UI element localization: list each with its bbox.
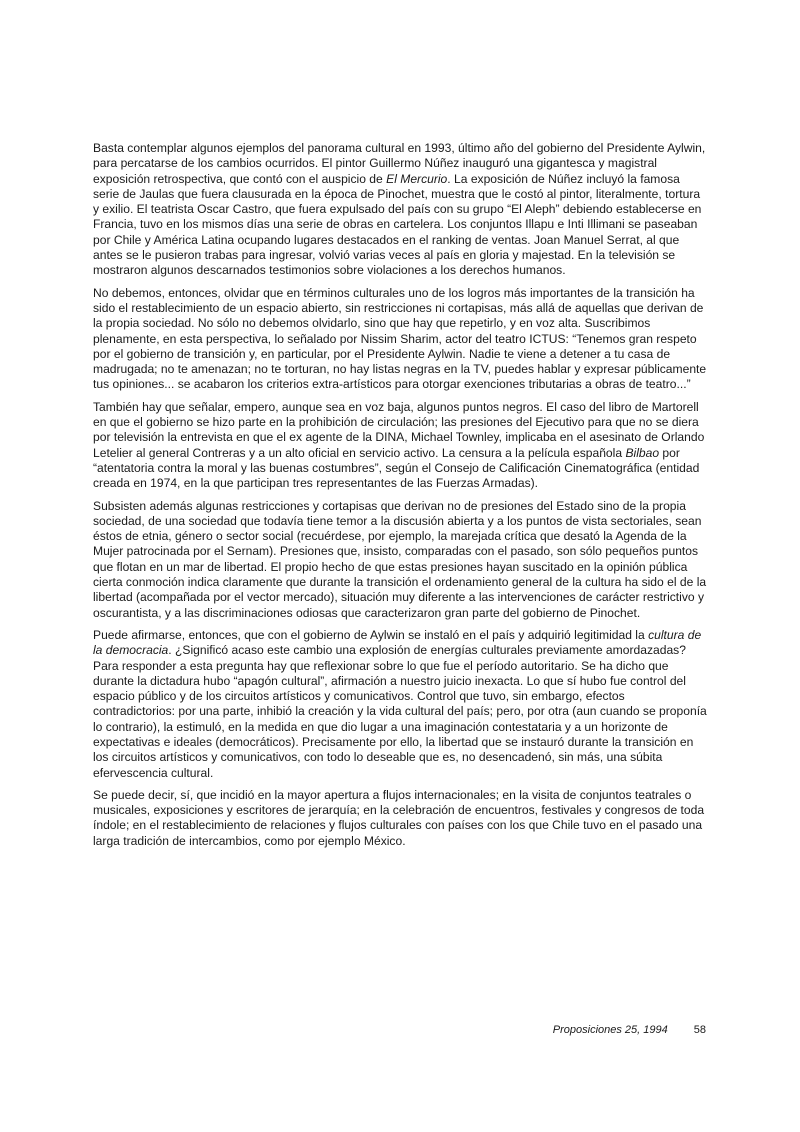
page-footer [553, 1024, 706, 1036]
paragraph [93, 286, 708, 393]
journal-citation: Proposiciones 25, 1994 [552, 1024, 668, 1036]
paragraph [93, 141, 708, 279]
text-run: . ¿Significó acaso este cambio una explosión de energías culturales previamente amordazadas? Para responder a esta pregunta hay que reflexionar sobre lo que fue el período autoritario. Se ha dicho que durante la dictadura hubo “apagón cultural”, afirmación a nuestro juicio inexacta. Lo que sí hubo fue control del espacio público y de los circuitos artísticos y comunicativos. Control que tuvo, sin embargo, efectos contradictorios: por una parte, inhibió la creación y la vida cultural del país; pero, por otra (aun cuando se proponía lo contrario), la estimuló, en la medida en que dio lugar a una imaginación contestataria y a un horizonte de expectativas e ideales (democráticos). Precisamente por ello, la libertad que se instauró durante la transición en los circuitos artísticos y comunicativos, con todo lo deseable que es, no desencadenó, sin más, una súbita efervescencia cultural. [93, 643, 707, 780]
italic-run: Bilbao [625, 445, 660, 460]
text-run: No debemos, entonces, olvidar que en términos culturales uno de los logros más importantes de la transición ha sido el restablecimiento de un espacio abierto, sin restricciones ni cortapisas, más allá de aquellas que derivan de la propia sociedad. No sólo no debemos olvidarlo, sino que hay que repetirlo, y en voz alta. Suscribimos plenamente, en esta perspectiva, lo señalado por Nissim Sharim, actor del teatro ICTUS: “Tenemos gran respeto por el gobierno de transición y, en particular, por el Presidente Aylwin. Nadie te viene a detener a tu casa de madrugada; no te amenazan; no te torturan, no hay listas negras en la TV, puedes hablar y expresar públicamente tus opiniones... se acabaron los criterios extra-artísticos para otorgar exenciones tributarias a obras de teatro...” [93, 285, 707, 392]
paragraph [93, 788, 708, 849]
text-run: Subsisten además algunas restricciones y cortapisas que derivan no de presiones del Estado sino de la propia sociedad, de una sociedad que todavía tiene temor a la discusión abierta y a los puntos de vista sectoriales, sean éstos de etnia, género o sector social (recuérdese, por ejemplo, la marejada crítica que desató la Agenda de la Mujer patrocinada por el Sernam). Presiones que, insisto, comparadas con el pasado, son sólo pequeños puntos que flotan en un mar de libertad. El propio hecho de que estas presiones hayan suscitado en la opinión pública cierta conmoción indica claramente que durante la transición el ordenamiento general de la cultura ha sido el de la libertad (acompañada por el vector mercado), situación muy diferente a las intervenciones de carácter restrictivo y oscurantista, y a las discriminaciones odiosas que caracterizaron gran parte del gobierno de Pinochet. [93, 498, 707, 620]
paragraph [93, 628, 708, 781]
text-run: Basta contemplar algunos ejemplos del panorama cultural en 1993, último año del gobierno del Presidente Aylwin, para percatarse de los cambios ocurridos. El pintor Guillermo Núñez inauguró una gigantesca y magistral exposición retrospectiva, que contó con el auspicio de [93, 141, 706, 186]
italic-run: cultura de la democracia [93, 627, 702, 658]
paragraph [93, 499, 708, 621]
text-run: . La exposición de Núñez incluyó la famosa serie de Jaulas que fuera clausurada en la época de Pinochet, muestra que le costó al pintor, literalmente, tortura y exilio. El teatrista Oscar Castro, que fuera expulsado del país con su grupo “El Aleph” debiendo establecerse en Francia, tuvo en los mismos días una serie de obras en cartelera. Los conjuntos Illapu e Inti Illimani se paseaban por Chile y América Latina ocupando lugares destacados en el ranking de ventas. Joan Manuel Serrat, al que antes se le pusieron trabas para ingresar, volvió varias veces al país en gloria y majestad. En la televisión se mostraron algunos descarnados testimonios sobre violaciones a los derechos humanos. [93, 171, 702, 278]
paragraph [93, 400, 708, 492]
body-text [93, 141, 708, 856]
italic-run: El Mercurio [386, 171, 448, 186]
text-run: Se puede decir, sí, que incidió en la mayor apertura a flujos internacionales; en la visita de conjuntos teatrales o musicales, exposiciones y escritores de jerarquía; en la celebración de encuentros, festivales y congresos de toda índole; en el restablecimiento de relaciones y flujos culturales con países con los que Chile tuvo en el pasado una larga tradición de intercambios, como por ejemplo México. [93, 787, 705, 848]
text-run: por “atentatoria contra la moral y las buenas costumbres”, según el Consejo de Calificación Cinematográfica (entidad creada en 1974, en la que participan tres representantes de las Fuerzas Armadas). [93, 445, 700, 491]
text-run: También hay que señalar, empero, aunque sea en voz baja, algunos puntos negros. El caso del libro de Martorell en que el gobierno se hizo parte en la prohibición de circulación; las presiones del Ejecutivo para que no se diera por televisión la entrevista en que el ex agente de la DINA, Michael Townley, implicaba en el asesinato de Orlando Letelier al general Contreras y a un alto oficial en servicio activo. La censura a la película española [93, 399, 705, 460]
text-run: Puede afirmarse, entonces, que con el gobierno de Aylwin se instaló en el país y adquirió legitimidad la [93, 627, 649, 642]
page-number: 58 [693, 1024, 706, 1036]
